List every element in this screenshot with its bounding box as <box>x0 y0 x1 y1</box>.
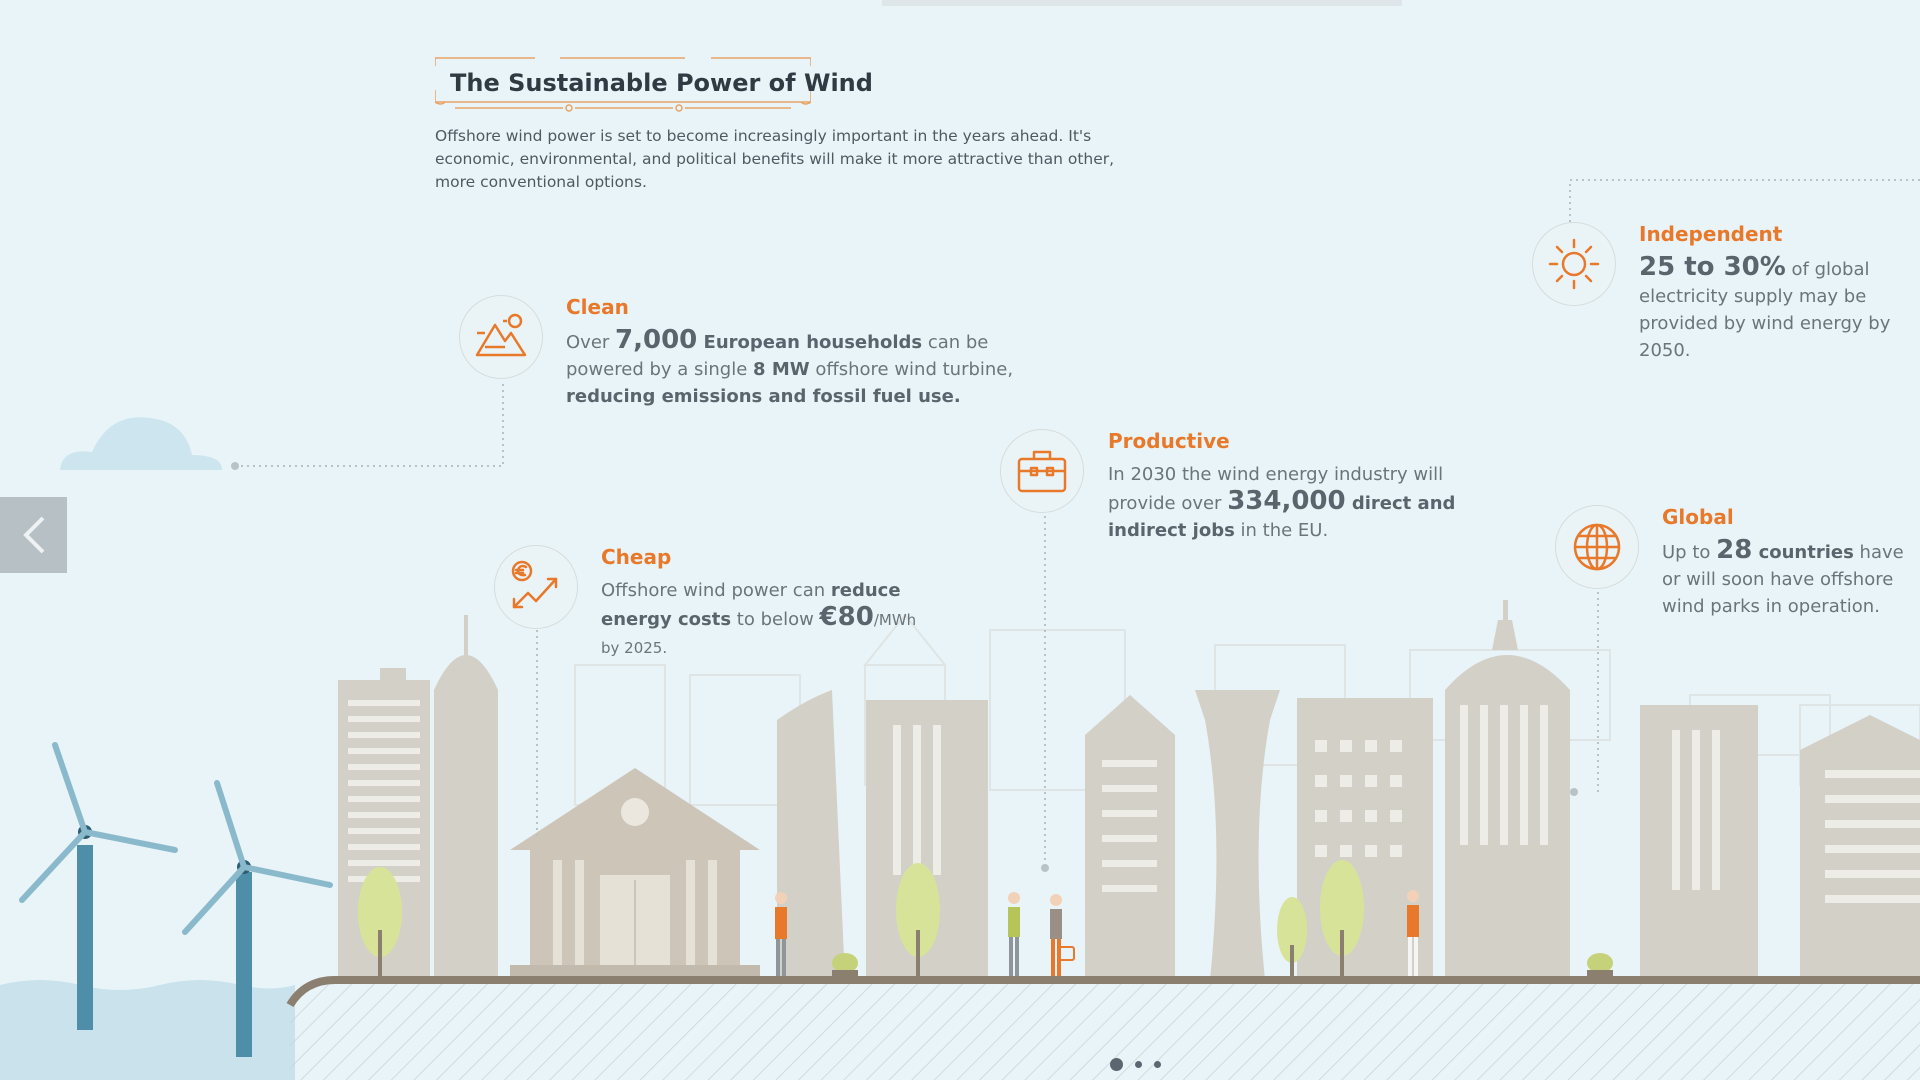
cheap-text-2: to below <box>731 609 820 630</box>
clean-households-count: 7,000 <box>615 325 698 355</box>
globe-icon <box>1555 505 1639 589</box>
productive-heading: Productive <box>1108 429 1230 453</box>
page-title: The Sustainable Power of Wind <box>450 69 873 97</box>
global-text-countries: countries <box>1752 542 1854 563</box>
independent-percentage: 25 to 30% <box>1639 252 1786 282</box>
page-dot-2[interactable] <box>1135 1061 1142 1068</box>
independent-block <box>1639 222 1920 364</box>
global-countries-count: 28 <box>1716 535 1753 565</box>
cheap-block <box>601 545 921 662</box>
cheap-text-1: Offshore wind power can <box>601 580 831 601</box>
top-scroll-indicator <box>882 0 1402 6</box>
previous-slide-button[interactable] <box>0 497 67 573</box>
global-text-1: Up to <box>1662 542 1717 563</box>
cheap-heading: Cheap <box>601 545 672 569</box>
pagination-dots <box>1110 1058 1161 1071</box>
independent-heading: Independent <box>1639 222 1783 246</box>
briefcase-icon <box>1000 429 1084 513</box>
global-heading: Global <box>1662 505 1734 529</box>
euro-chart-icon <box>494 545 578 629</box>
title-frame <box>435 56 873 112</box>
cheap-text-reduce: reduce energy costs <box>601 580 901 630</box>
clean-text-reducing: reducing emissions and fossil fuel use. <box>566 386 961 407</box>
intro-paragraph: Offshore wind power is set to become increasingly important in the years ahead. It's economic, environmental, and political benefits will make it more attractive than other, more conventional options. <box>435 127 1115 191</box>
productive-jobs-count: 334,000 <box>1227 486 1346 516</box>
clean-text-1: Over <box>566 332 616 353</box>
productive-text-2: in the EU. <box>1234 520 1329 541</box>
productive-text-jobs: direct and indirect jobs <box>1108 493 1456 541</box>
productive-text-1: In 2030 the wind energy industry will provide over <box>1108 464 1444 514</box>
productive-block <box>1108 429 1468 544</box>
clean-text-households: European households <box>697 332 923 353</box>
clean-text-8mw: 8 MW <box>753 359 810 380</box>
global-block <box>1662 505 1912 620</box>
sun-icon <box>1532 222 1616 306</box>
clean-block <box>566 295 1066 410</box>
cheap-text-3: /MWh by 2025. <box>601 611 917 657</box>
clean-heading: Clean <box>566 295 629 319</box>
mountain-sun-icon <box>459 295 543 379</box>
global-text-2: have or will soon have offshore wind parks in operation. <box>1662 542 1904 617</box>
clean-text-2: can be powered by a single <box>566 332 989 380</box>
cheap-price: €80 <box>819 602 874 632</box>
clean-text-3: offshore wind turbine, <box>809 359 1014 380</box>
page-dot-3[interactable] <box>1154 1061 1161 1068</box>
page-dot-1[interactable] <box>1110 1058 1123 1071</box>
independent-text-1: of global electricity supply may be provided by wind energy by 2050. <box>1639 259 1891 361</box>
chevron-left-icon <box>21 514 47 556</box>
